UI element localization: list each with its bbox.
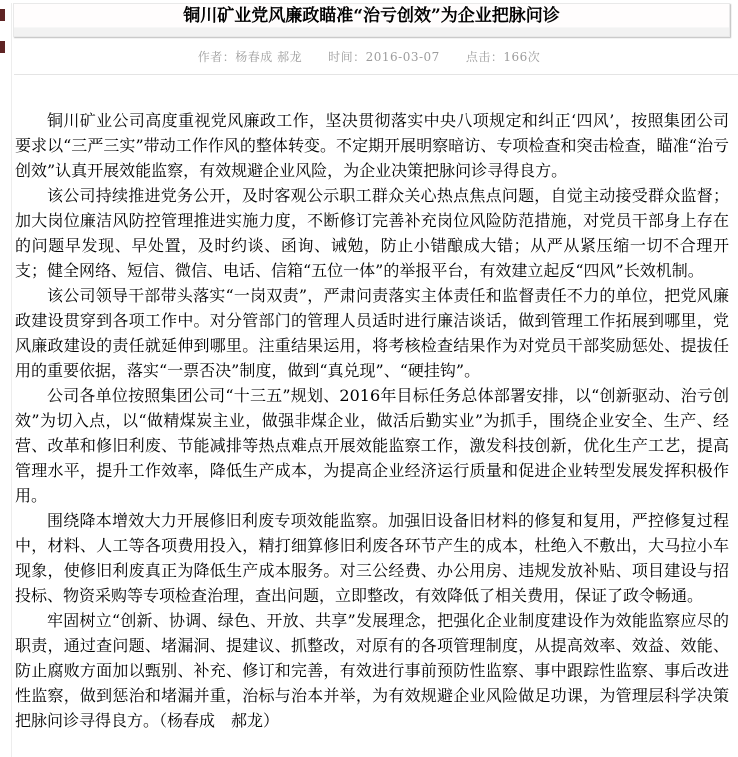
meta-label: 点击： — [465, 50, 504, 64]
body-paragraph: 铜川矿业公司高度重视党风廉政工作，坚决贯彻落实中央八项规定和纠正‘四风’，按照集团公司要求以“三严三实”带动工作作风的整体转变。不定期开展明察暗访、专项检查和突击检查，瞄准“治亏创效”认真开展效能监察，有效规避企业风险，为企业决策把脉问诊寻得良方。 — [15, 111, 729, 180]
body-paragraph: 围绕降本增效大力开展修旧利废专项效能监察。加强旧设备旧材料的修复和复用，严控修复过程中，材料、人工等各项费用投入，精打细算修旧利废各环节产生的成本，杜绝入不敷出，大马拉小车现象，使修旧利废真正为降低生产成本服务。对三公经费、办公用房、违规发放补贴、项目建设与招投标、物资采购等专项检查治理，查出问题，立即整改，有效降低了相关费用，保证了政令畅通。 — [15, 511, 729, 605]
meta-value: 2016-03-07 — [365, 50, 440, 64]
meta-label: 作者： — [197, 50, 236, 64]
body-paragraph: 公司各单位按照集团公司“十三五”规划、2016年目标任务总体部署安排，以“创新驱动、治亏创效”为切入点，以“做精煤炭主业，做强非煤企业，做活后勤实业”为抓手，围绕企业安全、生产、经营、改革和修旧利废、节能减排等热点难点开展效能监察工作，激发科技创新，优化生产工艺，提高管理水平，提升工作效率，降低生产成本，为提高企业经济运行质量和促进企业转型发展发挥积极作用。 — [15, 386, 729, 505]
article-page — [0, 3, 738, 733]
article-body — [15, 108, 729, 733]
meta-value: 166次 — [503, 50, 541, 64]
left-edge-marker-top — [0, 9, 5, 21]
meta-value: 杨春成 郝龙 — [235, 50, 303, 64]
article-title: 铜川矿业党风廉政瞄准“治亏创效”为企业把脉问诊 — [183, 6, 560, 26]
meta-item — [198, 50, 302, 64]
article-title-panel — [13, 3, 730, 37]
meta-divider — [14, 74, 738, 75]
meta-label: 时间： — [328, 50, 366, 64]
meta-item — [466, 50, 540, 64]
title-panel-strip — [14, 27, 729, 36]
body-paragraph: 牢固树立“创新、协调、绿色、开放、共享”发展理念，把强化企业制度建设作为效能监察应尽的职责，通过查问题、堵漏洞、提建议、抓整改，对原有的各项管理制度，从提高效率、效益、效能、防止腐败方面加以甄别、补充、修订和完善，有效进行事前预防性监察、事中跟踪性监察、事后改进性监察，做到惩治和堵漏并重，治标与治本并举，为有效规避企业风险做足功课，为管理层科学决策把脉问诊寻得良方。（杨春成 郝龙） — [15, 611, 729, 730]
left-vertical-rule — [11, 3, 12, 757]
body-paragraph: 该公司领导干部带头落实“一岗双责”，严肃问责落实主体责任和监督责任不力的单位，把党风廉政建设贯穿到各项工作中。对分管部门的管理人员适时进行廉洁谈话，做到管理工作拓展到哪里，党风廉政建设的责任就延伸到哪里。注重结果运用，将考核检查结果作为对党员干部奖励惩处、提拔任用的重要依据，落实“一票否决”制度，做到“真兑现”、“硬挂钩”。 — [15, 286, 729, 380]
left-edge-marker-meta — [0, 41, 5, 53]
meta-item — [328, 50, 440, 64]
article-meta — [0, 50, 738, 64]
body-paragraph: 该公司持续推进党务公开，及时客观公示职工群众关心热点焦点问题，自觉主动接受群众监督；加大岗位廉洁风防控管理推进实施力度，不断修订完善补充岗位风险防范措施，对党员干部身上存在的问题早发现、早处置，及时约谈、函询、诫勉，防止小错酿成大错；从严从紧压缩一切不合理开支；健全网络、短信、微信、电话、信箱“五位一体”的举报平台，有效建立起反“四风”长效机制。 — [15, 186, 729, 280]
